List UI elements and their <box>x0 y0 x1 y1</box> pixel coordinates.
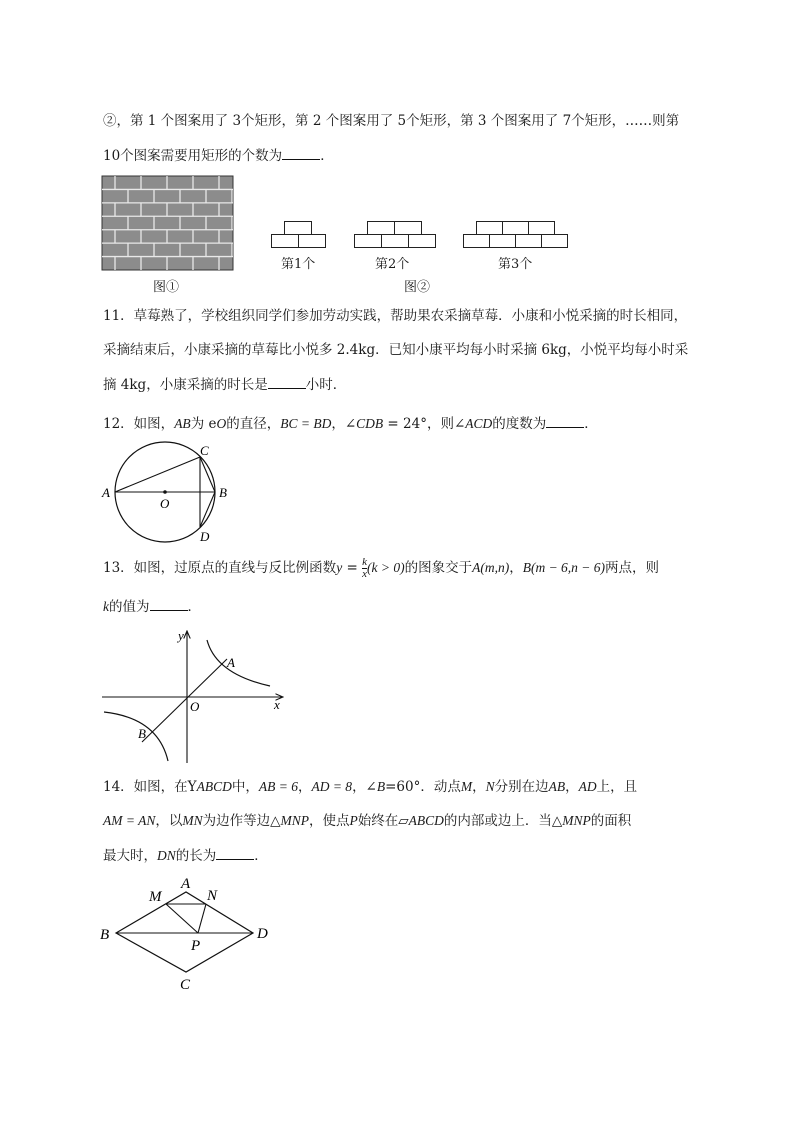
q11-text-2: 采摘结束后，小康采摘的草莓比小悦多 2.4kg．已知小康平均每小时采摘 6kg，小悦平均每小时采 <box>103 342 689 358</box>
label-b: B <box>138 726 146 741</box>
brick-wall-figure <box>102 176 234 271</box>
label-a: A <box>227 655 235 670</box>
period: ． <box>320 148 334 164</box>
q12-text: ，∠ <box>331 416 357 432</box>
q14-text: 中， <box>231 779 259 795</box>
label-d: D <box>257 926 268 942</box>
pattern-label-1: 第1个 <box>281 257 316 272</box>
rectangle-pattern-2 <box>354 221 436 249</box>
q12-text: 的直径， <box>226 416 281 432</box>
label-n: N <box>207 888 218 904</box>
hyperbola-graph <box>100 626 290 766</box>
q14-text: ，以 <box>155 813 183 829</box>
label-c: C <box>200 443 209 458</box>
circle-o: O <box>216 416 227 431</box>
period: ． <box>254 848 268 864</box>
rectangle-pattern-1 <box>271 221 327 249</box>
period: ． <box>187 599 201 615</box>
q14-line-1 <box>103 777 637 797</box>
fig2-caption: 图② <box>404 280 431 295</box>
q14-text: 14．如图，在Y <box>103 779 197 795</box>
point-n: N <box>485 779 495 794</box>
segment-ab: AB <box>174 416 191 431</box>
point-p: P <box>349 813 358 828</box>
q13-text: 两点，则 <box>605 560 660 576</box>
func-y: y <box>336 560 343 575</box>
label-o: O <box>160 496 170 511</box>
separator: ，∠ <box>352 779 377 795</box>
answer-blank <box>150 596 188 611</box>
segment-mn: MN <box>182 813 203 828</box>
q14-text: 的内部或边上．当△ <box>443 813 563 829</box>
fraction-denominator: x <box>362 568 367 580</box>
q11-line-2 <box>103 340 688 360</box>
q14-text: 上，且 <box>596 779 638 795</box>
label-y: y <box>178 628 184 643</box>
q14-line-3 <box>103 845 268 866</box>
parallelogram-symbol: ▱ <box>398 813 409 829</box>
q11-text-3: 摘 4kg，小康采摘的时长是 <box>103 377 268 393</box>
q14-text: 最大时， <box>103 848 157 864</box>
q14-text: 分别在边 <box>494 779 549 795</box>
q10-text-1: ②，第 1 个图案用了 3个矩形，第 2 个图案用了 5个矩形，第 3 个图案用了 7个矩形，……则第 <box>103 113 680 129</box>
separator: ， <box>472 779 486 795</box>
angle-acd: ACD <box>465 416 493 431</box>
q12-text: = 24°，则∠ <box>383 416 466 432</box>
fig1-caption: 图① <box>153 280 180 295</box>
parallelogram-abcd: ABCD <box>196 779 232 794</box>
circle-diagram <box>100 440 240 546</box>
separator: ， <box>297 779 312 795</box>
rhombus-diagram <box>98 870 278 992</box>
q10-text-2: 10个图案需要用矩形的个数为 <box>103 148 283 164</box>
triangle-mnp: MNP <box>280 813 309 828</box>
q12-number: 12．如图， <box>103 416 175 432</box>
point-b: B(m − 6,n − 6) <box>522 560 606 575</box>
q14-text: ，使点 <box>309 813 350 829</box>
answer-blank <box>268 374 306 389</box>
q12-line-1 <box>103 413 598 434</box>
period: ． <box>584 416 598 432</box>
label-a: A <box>102 485 110 500</box>
segment-dn: DN <box>157 848 176 863</box>
q13-line-2 <box>103 596 201 617</box>
label-d: D <box>200 529 210 544</box>
angle-b: B <box>376 779 386 794</box>
q12-text: 的度数为 <box>492 416 547 432</box>
condition-am-an: AM = AN <box>103 813 156 828</box>
answer-blank <box>282 145 320 160</box>
q14-text: 的长为 <box>175 848 217 864</box>
side-ab: AB <box>548 779 566 794</box>
angle-cdb: CDB <box>356 416 384 431</box>
answer-blank <box>546 413 584 428</box>
separator: ， <box>565 779 579 795</box>
side-ad: AD <box>578 779 597 794</box>
pattern-label-2: 第2个 <box>375 257 410 272</box>
label-b: B <box>219 485 227 500</box>
q11-unit: 小时． <box>305 377 347 393</box>
q13-line-1 <box>103 557 659 580</box>
q14-line-2 <box>103 811 631 831</box>
q13-text: 13．如图，过原点的直线与反比例函数 <box>103 560 337 576</box>
condition-ab: AB = 6 <box>258 779 298 794</box>
label-p: P <box>191 938 201 954</box>
separator: ， <box>509 560 523 576</box>
answer-blank <box>216 845 254 860</box>
label-b: B <box>100 927 110 943</box>
q14-text: =60°．动点 <box>385 779 461 795</box>
q11-text-1: 11．草莓熟了，学校组织同学们参加劳动实践，帮助果农采摘草莓．小康和小悦采摘的时长相同， <box>103 308 688 324</box>
label-c: C <box>180 977 191 993</box>
label-a: A <box>181 876 191 892</box>
label-o: O <box>190 699 200 714</box>
q11-line-1 <box>103 306 687 326</box>
pattern-label-3: 第3个 <box>498 257 533 272</box>
q14-text: 始终在 <box>357 813 399 829</box>
equals: = <box>342 560 363 576</box>
point-a: A(m,n) <box>472 560 510 575</box>
parallelogram-abcd: ABCD <box>408 813 444 828</box>
fraction-numerator: k <box>362 556 367 568</box>
arc-equality: BC = BD <box>280 416 332 431</box>
rectangle-pattern-3 <box>463 221 571 249</box>
condition-ad: AD = 8 <box>311 779 353 794</box>
q10-line-2 <box>103 145 334 166</box>
condition: (k > 0) <box>366 560 405 575</box>
q14-text: 的面积 <box>590 813 632 829</box>
q12-text: 为 e <box>190 416 217 432</box>
q14-text: 为边作等边△ <box>202 813 281 829</box>
label-x: x <box>274 697 280 712</box>
triangle-mnp: MNP <box>562 813 591 828</box>
point-m: M <box>460 779 473 794</box>
q13-text: 的值为 <box>109 599 150 615</box>
label-m: M <box>149 889 162 905</box>
q10-line-1 <box>103 111 679 131</box>
variable-k: k <box>103 599 109 614</box>
q13-text: 的图象交于 <box>404 560 473 576</box>
q11-line-3 <box>103 374 346 395</box>
